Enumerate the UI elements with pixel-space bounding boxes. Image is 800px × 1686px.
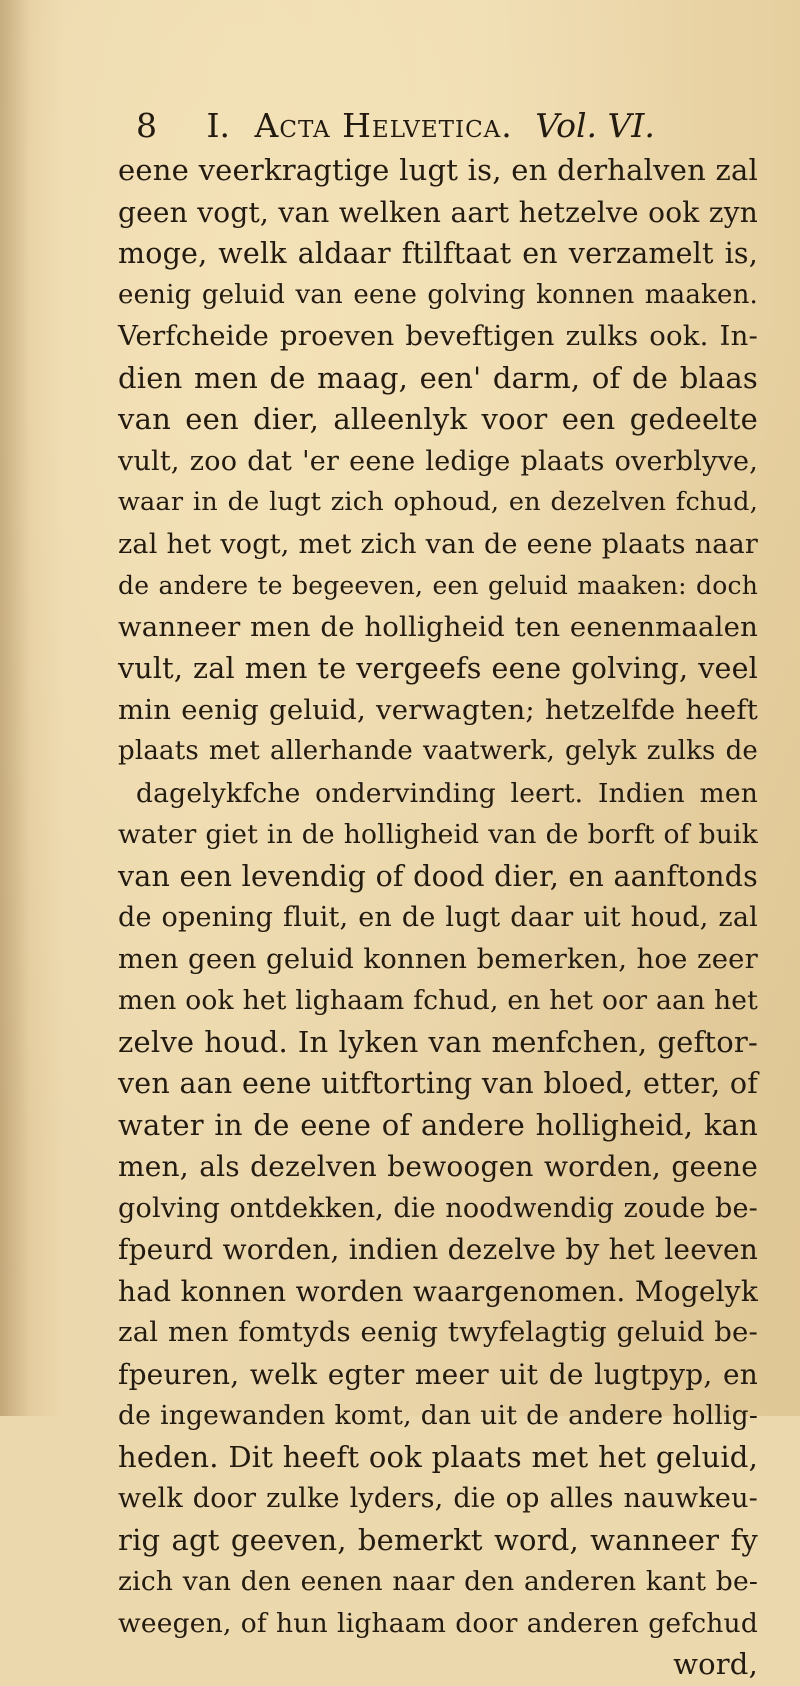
text-line: wanneer men de holligheid ten eenenmaalen [118,610,758,643]
text-line: zal het vogt, met zich van de eene plaats naar [118,528,758,560]
text-line: eenig geluid van eene golving konnen maaken. [118,279,758,310]
text-line: rig agt geeven, bemerkt word, wanneer fy [118,1522,758,1557]
text-line: waar in de lugt zich ophoud, en dezelven fchud, [118,487,758,517]
running-title: Acta Helvetica. [254,106,513,145]
text-line: van een levendig of dood dier, en aanftonds [118,859,758,893]
text-line: fpeuren, welk egter meer uit de lugtpyp, en [118,1357,758,1391]
text-line: zich van den eenen naar den anderen kant be- [118,1566,758,1597]
text-line: vult, zal men te vergeefs eene golving, veel [118,652,758,685]
volume-label: Vol. VI. [535,106,655,145]
page-edge-shadow [0,0,30,1416]
text-line: eene veerkragtige lugt is, en derhalven zal [118,153,758,187]
text-line: moge, welk aldaar ftilftaat en verzamelt is, [118,237,758,270]
text-line: van een dier, alleenlyk voor een gedeelte [118,402,758,436]
text-line: zelve houd. In lyken van menfchen, geftor- [118,1024,758,1059]
page-number: 8 [136,106,157,145]
text-line: de opening fluit, en de lugt daar uit houd, zal [118,902,758,933]
text-line: weegen, of hun lighaam door anderen gefchud [118,1607,758,1639]
text-line: men, als dezelven bewoogen worden, geene [118,1150,758,1183]
text-line: heden. Dit heeft ook plaats met het geluid, [118,1439,758,1474]
text-line: golving ontdekken, die noodwendig zoude be- [118,1192,758,1224]
text-line: de ingewanden komt, dan uit de andere hollig- [118,1400,758,1431]
text-line: fpeurd worden, indien dezelve by het leeven [118,1233,758,1266]
text-line: de andere te begeeven, een geluid maaken: doch [118,571,758,600]
running-header [136,104,736,148]
text-line: welk door zulke lyders, die op alles nauwkeu- [118,1483,758,1514]
catchword: word, [673,1647,758,1681]
text-line: Verfcheide proeven beveftigen zulks ook. In- [118,320,758,352]
text-line: zal men fomtyds eenig twyfelagtig geluid be- [118,1316,758,1348]
text-line: vult, zoo dat 'er eene ledige plaats overblyve, [118,445,758,477]
text-line: min eenig geluid, verwagten; hetzelfde heeft [118,693,758,726]
text-line: geen vogt, van welken aart hetzelve ook zyn [118,195,758,229]
text-line: dien men de maag, een' darm, of de blaas [118,360,758,395]
text-line: had konnen worden waargenomen. Mogelyk [118,1274,758,1308]
text-line: water giet in de holligheid van de borft of buik [118,819,758,850]
text-line: dagelykfche ondervinding leert. Indien men [136,777,758,809]
body-text [118,150,758,1686]
text-line: men ook het lighaam fchud, en het oor aan het [118,985,758,1016]
text-line: men geen geluid konnen bemerken, hoe zeer [118,942,758,975]
series-number: I. [206,106,231,145]
text-line: ven aan eene uitftorting van bloed, etter, of [118,1067,758,1100]
text-line: water in de eene of andere holligheid, kan [118,1107,758,1142]
text-line: plaats met allerhande vaatwerk, gelyk zulks de [118,736,758,766]
